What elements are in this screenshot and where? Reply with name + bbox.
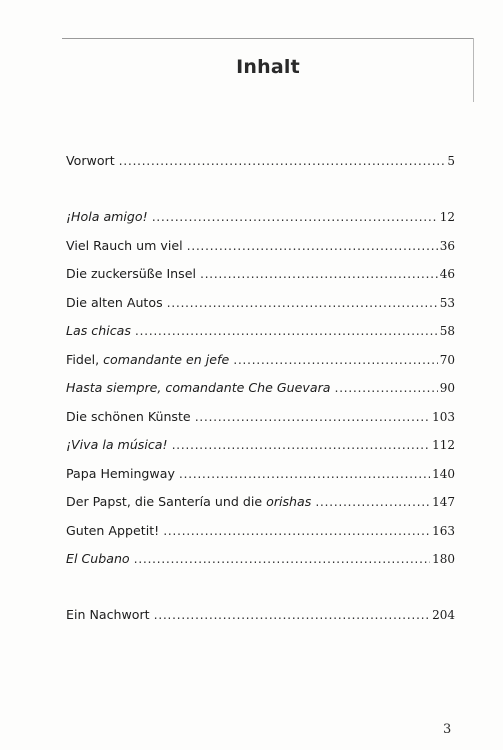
toc-entry (66, 437, 455, 453)
toc-entry-page-number: 46 (439, 267, 455, 281)
toc-entry-title (66, 551, 130, 567)
toc-entry-title-segment: Die zuckersüße Insel (66, 266, 196, 281)
toc-entry (66, 380, 455, 396)
toc-entry-title (66, 266, 196, 282)
toc-dot-leader (195, 409, 430, 425)
toc-entry-title-segment: Viel Rauch um viel (66, 238, 183, 253)
toc-dot-leader (172, 437, 431, 453)
toc-entry-page-number: 103 (432, 410, 455, 424)
toc-dot-leader (315, 494, 430, 510)
toc-heading: Inhalt (236, 56, 300, 78)
toc-entry (66, 153, 455, 169)
toc-entry-page-number: 140 (432, 467, 455, 481)
toc-entry (66, 607, 455, 623)
toc-dot-leader (134, 551, 430, 567)
toc-dot-leader (233, 352, 438, 368)
toc-entry-page-number: 204 (432, 608, 455, 622)
toc-entry-title-segment: Die schönen Künste (66, 409, 191, 424)
toc-entry-page-number: 12 (439, 210, 455, 224)
toc-entry-title-segment: Ein Nachwort (66, 607, 150, 622)
table-of-contents (66, 0, 455, 750)
toc-entry (66, 209, 455, 225)
toc-dot-leader (119, 153, 446, 169)
toc-entry-title-segment: Guten Appetit! (66, 523, 160, 538)
toc-entry-title (66, 523, 159, 539)
toc-entry-title-segment: ¡Viva la música! (66, 437, 168, 452)
toc-entry-title-segment: Fidel, (66, 352, 104, 367)
toc-dot-leader (167, 295, 438, 311)
toc-entry (66, 494, 455, 510)
page-number: 3 (443, 722, 452, 737)
toc-entry-page-number: 90 (439, 381, 455, 395)
toc-entry-title (66, 295, 163, 311)
toc-dot-leader (200, 266, 438, 282)
toc-dot-leader (152, 209, 438, 225)
toc-entry (66, 323, 455, 339)
toc-entry (66, 551, 455, 567)
toc-entry (66, 409, 455, 425)
toc-entry-title (66, 352, 229, 368)
toc-dot-leader (334, 380, 437, 396)
toc-entry-page-number: 147 (432, 495, 455, 509)
toc-entry-page-number: 53 (439, 296, 455, 310)
toc-entry (66, 238, 455, 254)
toc-entry-title (66, 607, 150, 623)
toc-entry-title (66, 323, 131, 339)
toc-entry (66, 466, 455, 482)
toc-entry-title-segment: comandante en jefe (103, 352, 230, 367)
toc-entry-title-segment: Vorwort (66, 153, 115, 168)
toc-entry-title-segment: Papa Hemingway (66, 466, 175, 481)
toc-entry-title (66, 209, 148, 225)
toc-entry (66, 352, 455, 368)
toc-entry-title (66, 494, 311, 510)
toc-entry-page-number: 112 (432, 438, 455, 452)
toc-entry-page-number: 58 (439, 324, 455, 338)
toc-entry-title (66, 409, 191, 425)
toc-entry (66, 523, 455, 539)
toc-dot-leader (163, 523, 430, 539)
toc-entry-page-number: 36 (439, 239, 455, 253)
toc-entry-title-segment: Las chicas (66, 323, 131, 338)
toc-entry-page-number: 5 (447, 154, 455, 168)
toc-entry-page-number: 70 (439, 353, 455, 367)
toc-entry-title-segment: Hasta siempre, comandante Che Guevara (66, 380, 331, 395)
toc-dot-leader (154, 607, 430, 623)
toc-entry-title (66, 153, 115, 169)
toc-entry-title-segment: ¡Hola amigo! (66, 209, 148, 224)
toc-entry (66, 295, 455, 311)
toc-entry-title (66, 238, 183, 254)
toc-entry-page-number: 163 (432, 524, 455, 538)
toc-entry-title-segment: Der Papst, die Santería und die (66, 494, 267, 509)
toc-entry-page-number: 180 (432, 552, 455, 566)
toc-dot-leader (179, 466, 430, 482)
toc-dot-leader (187, 238, 438, 254)
toc-entry-title (66, 437, 168, 453)
toc-entry-title-segment: El Cubano (66, 551, 130, 566)
toc-dot-leader (135, 323, 438, 339)
toc-entry-title-segment: orishas (266, 494, 312, 509)
toc-entry-title-segment: Die alten Autos (66, 295, 163, 310)
toc-entry (66, 266, 455, 282)
toc-entry-title (66, 466, 175, 482)
toc-entry-title (66, 380, 330, 396)
